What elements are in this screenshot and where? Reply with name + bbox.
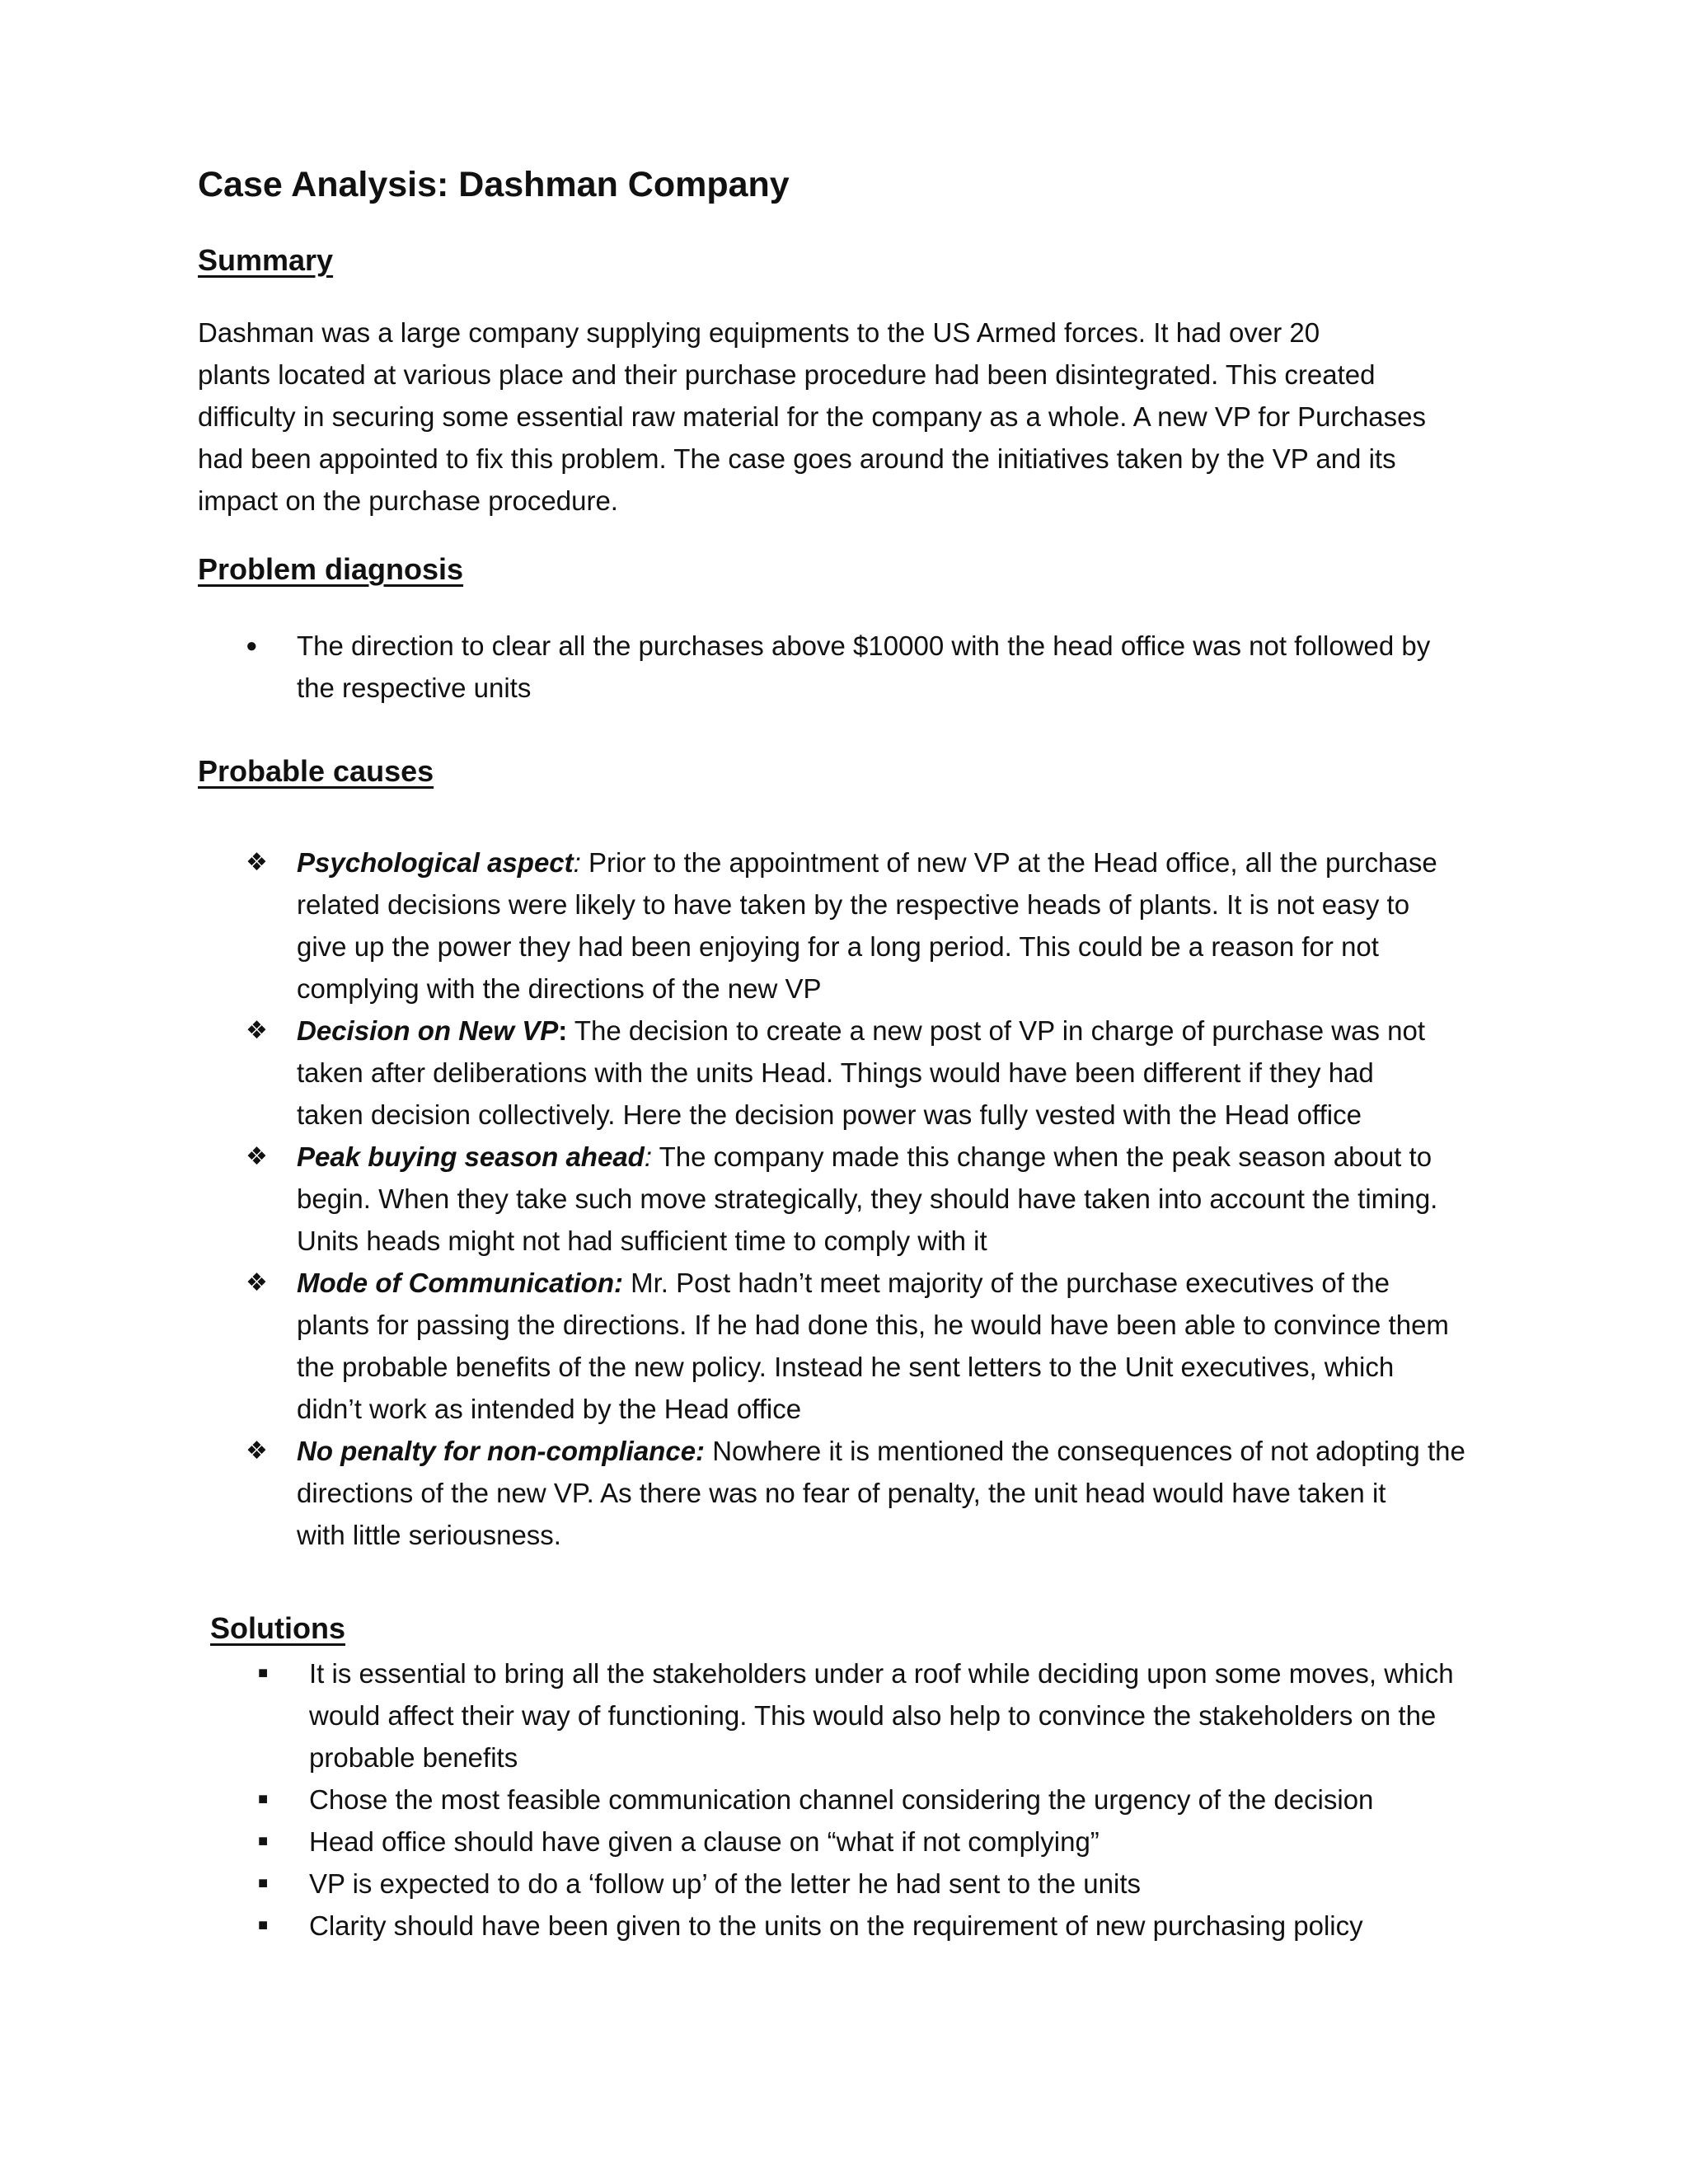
cause-label: Mode of Communication: (297, 1268, 623, 1298)
solutions-heading: Solutions (210, 1611, 345, 1645)
list-item (258, 1863, 1512, 1905)
cause-label: Decision on New VP (297, 1015, 559, 1046)
list-item (246, 841, 1517, 1010)
list-item (246, 1010, 1517, 1136)
cause-label: Peak buying season ahead (297, 1141, 645, 1172)
cause-separator: : (573, 847, 581, 878)
list-item (246, 1262, 1517, 1430)
document-title: Case Analysis: Dashman Company (198, 165, 790, 204)
probable-causes-list (246, 841, 1517, 1556)
list-item-text: Clarity should have been given to the units on the requirement of new purchasing policy (309, 1910, 1363, 1941)
list-item-text: Chose the most feasible communication channel considering the urgency of the decision (309, 1784, 1374, 1815)
diamond-bullet-icon: ❖ (246, 1143, 268, 1170)
list-item-text: VP is expected to do a ‘follow up’ of the letter he had sent to the units (309, 1868, 1141, 1899)
list-item (258, 1821, 1512, 1863)
list-item-text: Head office should have given a clause on “what if not complying” (309, 1826, 1100, 1857)
list-item (246, 1430, 1517, 1556)
list-item (258, 1652, 1512, 1779)
list-item (246, 1136, 1517, 1262)
cause-separator: : (644, 1141, 653, 1172)
list-item (258, 1905, 1512, 1947)
summary-heading: Summary (198, 243, 334, 277)
list-item (246, 625, 1500, 709)
diamond-bullet-icon: ❖ (246, 849, 268, 876)
cause-label: No penalty for non-compliance: (297, 1436, 706, 1466)
problem-diagnosis-list (246, 625, 1500, 709)
cause-label: Psychological aspect (297, 847, 574, 878)
cause-text: Mr. Post hadn’t meet majority of the purchase executives of the plants for passing the directions. If he had done this, he would have been able to convince them the probable benefits of the new policy. Instead he sent letters to the Unit executives, which didn’t work as intended by the Head office (297, 1268, 1449, 1424)
square-bullet-icon: ■ (258, 1664, 269, 1682)
square-bullet-icon: ■ (258, 1874, 269, 1892)
cause-text: The company made this change when the peak season about to begin. When they take such move strategically, they should have taken into account the timing. Units heads might not had sufficient time to comply with it (297, 1141, 1438, 1256)
diamond-bullet-icon: ❖ (246, 1437, 268, 1465)
cause-text: Prior to the appointment of new VP at the Head office, all the purchase related decisions were likely to have taken by the respective heads of plants. It is not easy to give up the power they had been enjoying for a long period. This could be a reason for not complying with the directions of the new VP (297, 847, 1437, 1004)
square-bullet-icon: ■ (258, 1832, 269, 1850)
square-bullet-icon: ■ (258, 1790, 269, 1808)
solutions-list (258, 1652, 1512, 1947)
summary-paragraph: Dashman was a large company supplying equipments to the US Armed forces. It had over 20 plants located at various place and their purchase procedure had been disintegrated. This created difficulty in securing some essential raw material for the company as a whole. A new VP for Purchases had been appointed to fix this problem. The case goes around the initiatives taken by the VP and its impact on the purchase procedure. (198, 317, 1427, 516)
list-item-text: The direction to clear all the purchases above $10000 with the head office was not followed by the respective units (297, 630, 1431, 703)
square-bullet-icon: ■ (258, 1916, 269, 1934)
cause-text: The decision to create a new post of VP in charge of purchase was not taken after deliberations with the units Head. Things would have been different if they had taken decision collectively. Here the decision power was fully vested with the Head office (297, 1015, 1425, 1130)
diamond-bullet-icon: ❖ (246, 1269, 268, 1296)
list-item (258, 1779, 1512, 1821)
problem-diagnosis-heading: Problem diagnosis (198, 552, 464, 586)
cause-separator: : (558, 1015, 568, 1046)
diamond-bullet-icon: ❖ (246, 1017, 268, 1044)
bullet-dot-icon: ● (246, 635, 258, 657)
list-item-text: It is essential to bring all the stakeholders under a roof while deciding upon some moves, which would affect their way of functioning. This would also help to convince the stakeholders on the probable benefits (309, 1658, 1454, 1773)
cause-text: Nowhere it is mentioned the consequences of not adopting the directions of the new VP. As there was no fear of penalty, the unit head would have taken it with little seriousness. (297, 1436, 1465, 1550)
probable-causes-heading: Probable causes (198, 754, 434, 788)
